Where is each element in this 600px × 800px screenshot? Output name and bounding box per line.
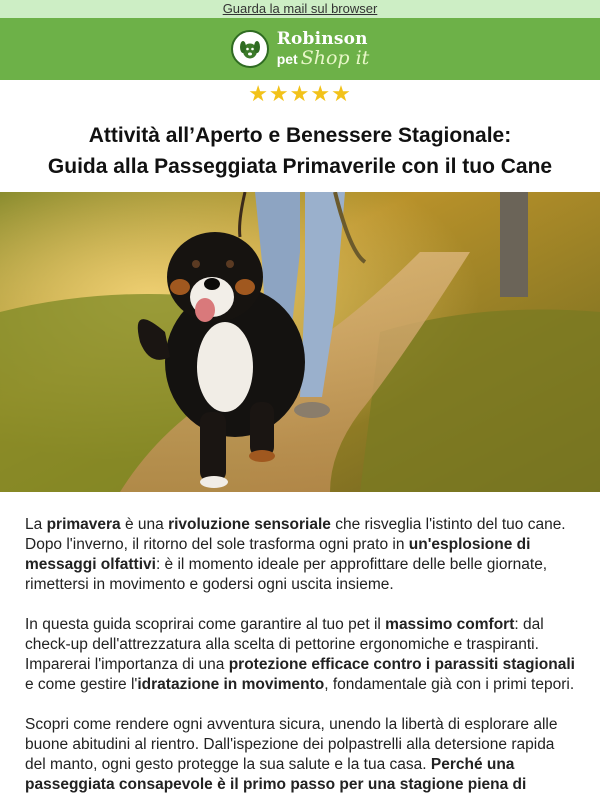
- body-text: : dal check-up dell'attrezzatura alla scelta di pettorine ergonomiche e traspiranti. Imparerai l'importanza di una: [25, 616, 544, 673]
- highlight-text: idratazione in movimento: [137, 676, 325, 693]
- body-text: La: [25, 516, 47, 533]
- highlight-text: massimo comfort: [385, 616, 515, 633]
- body-text: , fondamentale già con i primi tepori.: [324, 676, 575, 693]
- body-text: Scopri come rendere ogni avventura sicura, unendo la libertà di esplorare alle buone abitudini al rientro. Dall'ispezione dei polpastrelli alla detersione rapida del manto, ogni gesto protegge la sua salute e la tua casa.: [25, 716, 558, 773]
- highlight-text: protezione efficace contro i parassiti stagionali: [228, 656, 575, 673]
- article-title-line-1: Attività all’Aperto e Benessere Stagionale:: [88, 124, 512, 147]
- dog-walk-photo[interactable]: [0, 192, 600, 492]
- paragraph-guide: [25, 615, 575, 695]
- article-title: [0, 106, 600, 192]
- highlight-text: rivoluzione sensoriale: [168, 516, 331, 533]
- view-in-browser-bar: [0, 0, 600, 18]
- body-text: e come gestire l': [25, 676, 138, 693]
- brand-logo[interactable]: [231, 30, 370, 68]
- rating-stars: ★★★★★: [248, 81, 352, 106]
- body-text: che risveglia l'istinto del tuo cane. Dopo l'inverno, il ritorno del sole trasforma ogni prato in: [25, 516, 566, 553]
- body-text: : è il momento ideale per approfittare delle belle giornate, rimettersi in movimento e godersi ogni uscita insieme.: [25, 556, 548, 593]
- view-in-browser-link[interactable]: Guarda la mail sul browser: [222, 1, 378, 16]
- brand-name: Robinson: [276, 28, 368, 49]
- paragraph-safety: [25, 715, 575, 795]
- body-text: In questa guida scoprirai come garantire al tuo pet il: [25, 616, 386, 633]
- highlight-text: primavera: [46, 516, 121, 533]
- dog-icon: [231, 30, 269, 68]
- highlight-text: un'esplosione di messaggi olfattivi: [25, 536, 531, 573]
- article-body: [0, 492, 600, 795]
- brand-header: [0, 18, 600, 80]
- brand-shop-text: Shop it: [300, 46, 370, 69]
- brand-pet-text: pet: [276, 50, 298, 67]
- body-text: è una: [120, 516, 169, 533]
- paragraph-intro: [25, 515, 575, 595]
- article-title-line-2: Guida alla Passeggiata Primaverile con il tuo Cane: [47, 155, 553, 178]
- highlight-text: Perché una passeggiata consapevole è il primo passo per una stagione piena di: [25, 756, 527, 793]
